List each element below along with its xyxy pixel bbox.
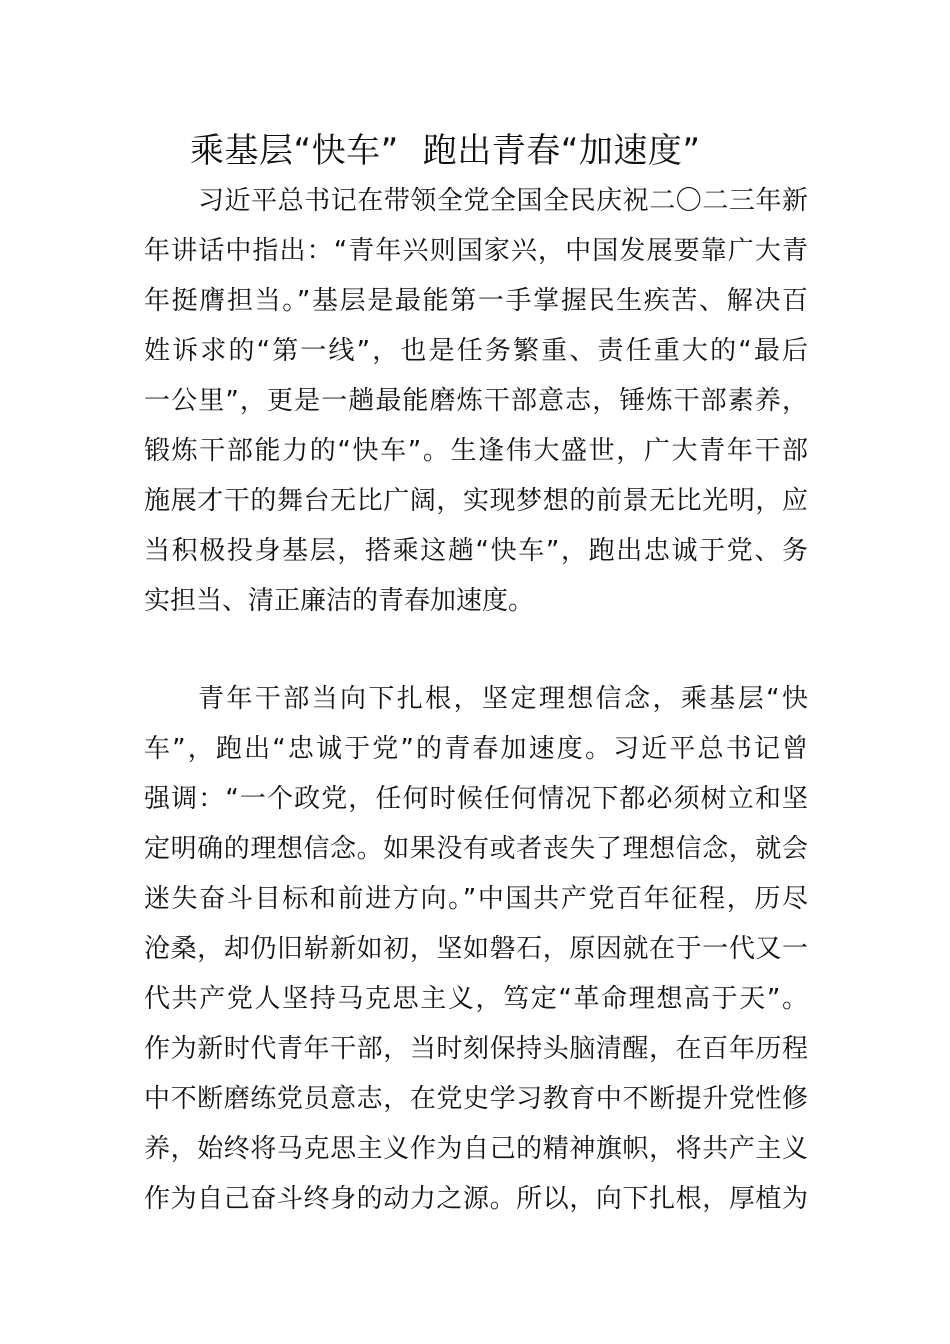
paragraph-2 [144, 674, 808, 1224]
paragraph-line: 姓诉求的“第一线”，也是任务繁重、责任重大的“最后 [144, 336, 808, 366]
paragraph-line: 当积极投身基层，搭乘这趟“快车”，跑出忠诚于党、务 [144, 536, 808, 566]
paragraph-line: 实担当、清正廉洁的青春加速度。 [144, 586, 535, 616]
title-part-2: 跑出青春“加速度” [422, 131, 701, 171]
paragraph-line: 作为新时代青年干部，当时刻保持头脑清醒，在百年历程 [144, 1034, 808, 1064]
paragraph-line: 锻炼干部能力的“快车”。生逢伟大盛世，广大青年干部 [144, 436, 808, 466]
paragraph-line: 沧桑，却仍旧崭新如初，坚如磐石，原因就在于一代又一 [144, 934, 808, 964]
paragraph-line: 施展才干的舞台无比广阔，实现梦想的前景无比光明，应 [144, 486, 808, 516]
paragraph-line: 青年干部当向下扎根，坚定理想信念，乘基层“快 [198, 684, 808, 714]
paragraph-line: 代共产党人坚持马克思主义，笃定“革命理想高于天”。 [144, 984, 808, 1014]
document-title [190, 126, 700, 176]
paragraph-line: 迷失奋斗目标和前进方向。”中国共产党百年征程，历尽 [144, 884, 808, 914]
paragraph-line: 定明确的理想信念。如果没有或者丧失了理想信念，就会 [144, 834, 808, 864]
paragraph-line: 作为自己奋斗终身的动力之源。所以，向下扎根，厚植为 [144, 1184, 808, 1214]
paragraph-line: 养，始终将马克思主义作为自己的精神旗帜，将共产主义 [144, 1134, 808, 1164]
title-part-1: 乘基层“快车” [190, 131, 399, 171]
paragraph-line: 一公里”，更是一趟最能磨炼干部意志，锤炼干部素养， [144, 386, 808, 416]
paragraph-line: 年挺膺担当。”基层是最能第一手掌握民生疾苦、解决百 [144, 286, 808, 316]
paragraph-line: 年讲话中指出：“青年兴则国家兴，中国发展要靠广大青 [144, 236, 808, 266]
paragraph-line: 强调：“一个政党，任何时候任何情况下都必须树立和坚 [144, 784, 808, 814]
paragraph-line: 习近平总书记在带领全党全国全民庆祝二〇二三年新 [198, 186, 808, 216]
paragraph-line: 中不断磨练党员意志，在党史学习教育中不断提升党性修 [144, 1084, 808, 1114]
paragraph-1 [144, 176, 808, 626]
paragraph-line: 车”，跑出“忠诚于党”的青春加速度。习近平总书记曾 [144, 734, 808, 764]
